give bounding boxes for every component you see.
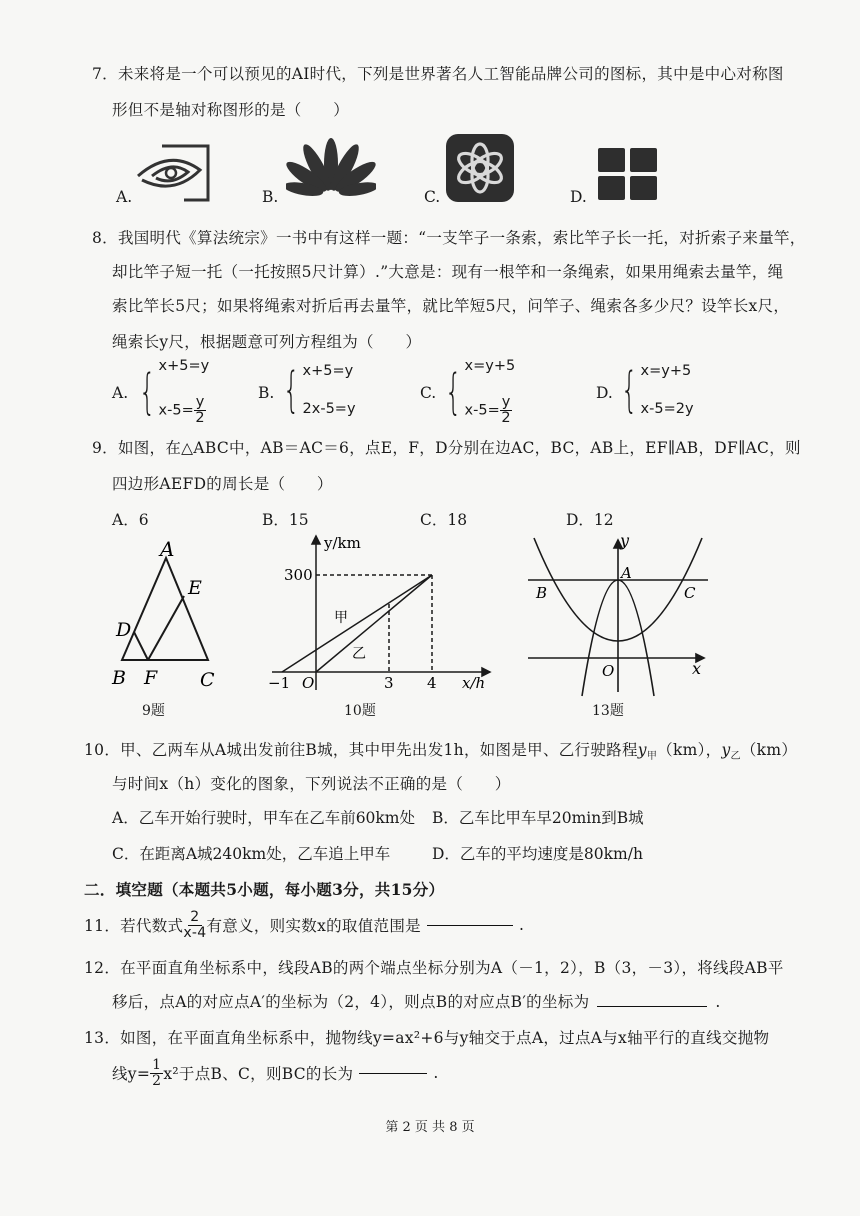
q10-option-a: A．乙车开始行驶时，甲车在乙车前60km处	[112, 809, 416, 827]
q8-option-b-system: { x+5=y 2x-5=y	[282, 362, 356, 418]
fig9-label-a: A	[160, 538, 175, 561]
q8-option-c-system: { x=y+5 x-5= $\frac{y}{2}$	[444, 358, 516, 426]
q8-option-c-label: C.	[420, 384, 437, 402]
q8-line3: 索比竿长5尺；如果将绳索对折后再去量竿，就比竿短5尺，问竿子、绳索各多少尺？设竿长x尺，	[112, 297, 790, 315]
q7-option-d-label: D.	[570, 188, 587, 206]
q8-line1: 8．我国明代《算法统宗》一书中有这样一题：“一支竿子一条索，索比竿子长一托，对折索子来量竿，	[92, 229, 806, 247]
fig10-tick-minus1: −1	[268, 674, 291, 692]
q9-option-d: D．12	[566, 511, 614, 529]
q10-line2: 与时间x（h）变化的图象，下列说法不正确的是（ ）	[112, 775, 511, 793]
fig9-label-c: C	[200, 669, 215, 691]
fig13-label-c: C	[684, 584, 696, 602]
fig9-label-d: D	[116, 619, 132, 641]
q8-line2: 却比竿子短一托（一托按照5尺计算）.”大意是：现有一根竿和一条绳索，如果用绳索去量竿，绳	[112, 263, 784, 281]
q8-b-eq2: 2x-5=y	[302, 401, 356, 417]
q8-d-eq2: x-5=2y	[640, 401, 694, 417]
knot-logo-icon	[444, 132, 516, 204]
q8-c-eq2: x-5= $\frac{y}{2}$	[464, 393, 511, 426]
q9-option-a: A．6	[112, 511, 149, 529]
q12-line1: 12．在平面直角坐标系中，线段AB的两个端点坐标分别为A（－1，2），B（3，－3），将线段AB平	[84, 959, 784, 977]
q8-option-d-label: D.	[596, 384, 613, 402]
fig13-y-axis-label: y	[620, 532, 630, 550]
q7-option-a-label: A.	[116, 188, 133, 206]
fig10-tick-3: 3	[384, 674, 394, 692]
eye-logo-icon	[134, 140, 214, 206]
q9-option-b: B．15	[262, 511, 309, 529]
q8-option-a-system: { x+5=y x-5= $\frac{y}{2}$	[138, 358, 210, 426]
q9-option-c: C．18	[420, 511, 468, 529]
fig10-tick-300: 300	[284, 566, 313, 584]
q8-a-eq2: x-5= $\frac{y}{2}$	[158, 393, 205, 426]
fig13-label-b: B	[536, 584, 548, 602]
q7-line1: 7．未来将是一个可以预见的AI时代，下列是世界著名人工智能品牌公司的图标，其中是中心对称图	[92, 65, 784, 83]
q9-line2: 四边形AEFD的周长是（ ）	[112, 475, 333, 493]
fig13-caption: 13题	[592, 703, 624, 719]
q8-option-d-system: { x=y+5 x-5=2y	[620, 362, 694, 418]
fig9-label-b: B	[112, 667, 126, 689]
q8-option-a-label: A.	[112, 384, 129, 402]
fig9-label-e: E	[188, 577, 202, 599]
q11-answer-blank[interactable]	[427, 925, 513, 926]
q10-option-b: B．乙车比甲车早20min到B城	[432, 809, 644, 827]
q13-line2: 线y= $\frac{1}{2}$ x²于点B、C，则BC的长为 .	[112, 1057, 439, 1089]
q8-b-eq1: x+5=y	[302, 363, 354, 379]
petal-logo-icon	[286, 136, 376, 198]
page-footer: 第 2 页 共 8 页	[385, 1120, 475, 1135]
figure-9-triangle	[106, 538, 236, 698]
four-squares-logo-icon	[596, 146, 660, 202]
q8-option-b-label: B.	[258, 384, 275, 402]
fig13-label-a: A	[621, 564, 632, 582]
fig9-label-f: F	[144, 667, 158, 689]
q8-a-eq1: x+5=y	[158, 358, 210, 374]
fig10-xlabel: x/h	[462, 674, 486, 692]
q7-line2: 形但不是轴对称图形的是（ ）	[112, 101, 350, 119]
figure-13-parabolas	[524, 532, 720, 698]
fig10-tick-4: 4	[427, 674, 437, 692]
fig10-caption: 10题	[344, 703, 376, 719]
q13-answer-blank[interactable]	[359, 1073, 427, 1074]
q7-option-b-label: B.	[262, 188, 279, 206]
q8-d-eq1: x=y+5	[640, 363, 692, 379]
fig10-origin: O	[302, 674, 315, 692]
fig10-series-jia: 甲	[334, 610, 348, 626]
q10-option-c: C．在距离A城240km处，乙车追上甲车	[112, 845, 391, 863]
q7-option-c-label: C.	[424, 188, 441, 206]
fig10-ylabel: y/km	[324, 534, 361, 552]
fig9-caption: 9题	[142, 703, 165, 719]
fig13-x-axis-label: x	[692, 659, 702, 678]
q11-line: 11．若代数式 $\frac{2}{x-4}$ 有意义，则实数x的取值范围是 .	[84, 909, 525, 941]
section-2-heading: 二．填空题（本题共5小题，每小题3分，共15分）	[84, 880, 445, 899]
fig13-origin: O	[602, 662, 615, 680]
q9-line1: 9．如图，在△ABC中，AB＝AC＝6，点E，F，D分别在边AC，BC，AB上，EF∥AB，DF∥AC，则	[92, 439, 801, 457]
q12-answer-blank[interactable]	[597, 1006, 707, 1007]
q8-line4: 绳索长y尺，根据题意可列方程组为（ ）	[112, 333, 422, 351]
figure-10-graph	[262, 530, 502, 702]
q12-line2: 移后，点A的对应点A′的坐标为（2，4），则点B的对应点B′的坐标为 .	[112, 993, 721, 1011]
q8-c-eq1: x=y+5	[464, 358, 516, 374]
fig10-series-yi: 乙	[352, 646, 366, 662]
q10-option-d: D．乙车的平均速度是80km/h	[432, 845, 643, 863]
q10-line1: 10．甲、乙两车从A城出发前往B城，其中甲先出发1h，如图是甲、乙行驶路程$y_甲(km)$，$y_乙(km)$	[84, 741, 798, 763]
q13-line1: 13．如图，在平面直角坐标系中，抛物线y=ax²+6与y轴交于点A，过点A与x轴平行的直线交抛物	[84, 1029, 770, 1047]
